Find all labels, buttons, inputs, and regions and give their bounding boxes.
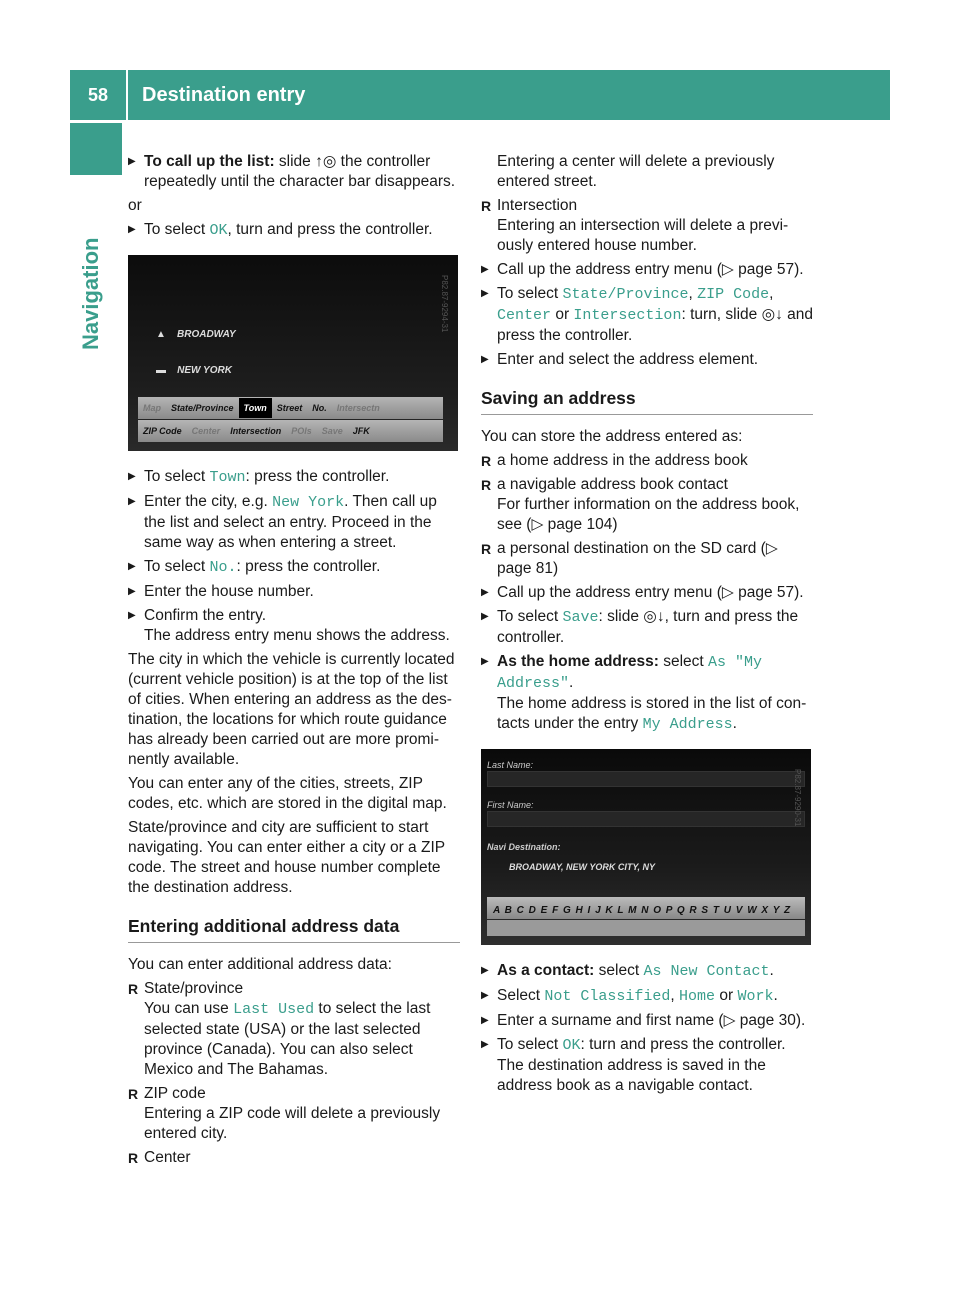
- list-item: ▲ BROADWAY: [156, 329, 236, 340]
- field-box: [487, 771, 805, 787]
- bullet-sd-card: R a personal destination on the SD card (▷ page 81): [481, 539, 813, 579]
- code-new-york: New York: [272, 494, 345, 511]
- step-text: , turn and press the controller.: [227, 221, 433, 238]
- bar-item: POIs: [291, 426, 312, 436]
- step-text: ,: [769, 285, 774, 302]
- step-text: .: [769, 962, 774, 979]
- paragraph: Entering a center will delete a previously entered street.: [497, 153, 775, 190]
- menu-bar-bottom: [138, 420, 443, 442]
- step-text: To select: [497, 1036, 563, 1053]
- bullet-text: to select the last selected state (USA) or the last selected province (Canada). You can also select Mexico and The Bahamas.: [144, 1000, 431, 1078]
- step-house-number: ▶ Enter the house number.: [128, 582, 460, 602]
- bullet-intersection: [481, 196, 813, 256]
- code-state: State/Province: [562, 286, 689, 303]
- or-text: or: [128, 197, 142, 214]
- step-select-save: [481, 607, 813, 648]
- step-text: To select: [144, 221, 210, 238]
- field-label: Navi Destination:: [487, 842, 561, 852]
- code-my-address: My Address: [642, 716, 733, 733]
- step-text: . Then call up the list and select an entry. Proceed in the same way as when entering a street.: [144, 493, 437, 551]
- bullet-title: State/province: [144, 980, 244, 997]
- step-text: To select: [497, 285, 563, 302]
- step-result: The home address is stored in the list of contacts under the entry: [497, 695, 807, 732]
- code-save: Save: [562, 609, 599, 626]
- page-number: 58: [87, 85, 109, 105]
- paragraph: The city in which the vehicle is currently located (current vehicle position) is at the top of the list of cities. When entering an address as the destination, the locations for which route guidance has already been carried out are more prominently available.: [128, 651, 455, 768]
- code-ok: OK: [209, 222, 228, 239]
- bullet-state: [128, 979, 460, 1080]
- field-box: [487, 811, 805, 827]
- step-select-ok: [128, 220, 460, 241]
- step-text: select: [594, 962, 644, 979]
- bar-item: State/Province: [171, 403, 234, 413]
- bullet-contact: [481, 475, 813, 535]
- side-section-label: [70, 180, 122, 500]
- image-code: P82.87-9294-31: [440, 275, 449, 333]
- code-ok: OK: [562, 1037, 581, 1054]
- bar-item: Street: [276, 403, 303, 413]
- bullet-title: ZIP code: [144, 1085, 206, 1102]
- left-column: [128, 152, 460, 1172]
- step-text: : press the controller.: [236, 558, 381, 575]
- step-text: To select: [144, 558, 210, 575]
- code-as-my-address: As "My Address": [497, 654, 763, 692]
- step-confirm: [128, 606, 460, 646]
- screenshot-town-list: [128, 255, 458, 451]
- code-center: Center: [497, 307, 552, 324]
- step-bold: As the home address:: [497, 653, 659, 670]
- code-as-new-contact: As New Contact: [643, 963, 770, 980]
- step-text: : turn, slide ◎↓ and press the controller.: [497, 306, 814, 344]
- page-title: Destination entry: [142, 84, 306, 106]
- bar-item: Intersectn: [336, 403, 380, 413]
- step-as-contact: [481, 961, 813, 982]
- step-result: The address entry menu shows the address.: [144, 627, 450, 644]
- step-text: : turn and press the controller.: [580, 1036, 786, 1053]
- character-bar-letters: A B C D E F G H I J K L M N O P Q R S T U V W X Y Z: [493, 905, 792, 916]
- bar-item: Center: [191, 426, 221, 436]
- list-item-text: BROADWAY: [177, 329, 236, 340]
- step-text: or: [551, 306, 574, 323]
- code-intersection: Intersection: [573, 307, 682, 324]
- step-bold: To call up the list:: [144, 153, 275, 170]
- step-classify: [481, 986, 813, 1007]
- paragraph: You can enter any of the cities, streets, ZIP codes, etc. which are stored in the digital map.: [128, 775, 447, 812]
- step-home-address: [481, 652, 813, 735]
- bar-item: Intersection: [230, 426, 282, 436]
- right-column: [481, 152, 813, 1100]
- menu-bar-top: [138, 397, 443, 419]
- code-town: Town: [209, 469, 246, 486]
- code-last-used: Last Used: [233, 1001, 315, 1018]
- step-text: slide ↑◎ the controller repeatedly until the character bar disappears.: [144, 153, 456, 190]
- step-select-town: [128, 467, 460, 488]
- code-home: Home: [679, 988, 716, 1005]
- step-text: To select: [144, 468, 210, 485]
- paragraph: You can enter additional address data:: [128, 956, 392, 973]
- bullet-text: For further information on the address book, see (▷ page 104): [497, 496, 800, 533]
- step-text: select: [658, 653, 709, 670]
- field-label: First Name:: [487, 800, 534, 810]
- step-address-menu: ▶ Call up the address entry menu (▷ page 57).: [481, 260, 813, 280]
- paragraph: You can store the address entered as:: [481, 428, 743, 445]
- bullet-text: Entering an intersection will delete a previously entered house number.: [497, 217, 789, 254]
- screenshot-contact-entry: [481, 749, 811, 945]
- bar-item: Save: [321, 426, 343, 436]
- code-zip: ZIP Code: [697, 286, 770, 303]
- section-heading: Saving an address: [481, 388, 813, 415]
- step-text: ,: [670, 987, 680, 1004]
- bar-item: Map: [143, 403, 161, 413]
- bullet-text: You can use: [144, 1000, 234, 1017]
- list-item-text: NEW YORK: [177, 365, 232, 376]
- destination-text: BROADWAY, NEW YORK CITY, NY: [509, 862, 656, 872]
- bar-item-selected: Town: [239, 398, 272, 418]
- step-text: : slide ◎↓, turn and press the controller.: [497, 608, 799, 646]
- step-result: .: [732, 715, 737, 732]
- step-result: The destination address is saved in the address book as a navigable contact.: [497, 1057, 766, 1094]
- side-tab-block: [70, 123, 122, 175]
- side-label-text: Navigation: [78, 237, 103, 350]
- step-address-menu: ▶ Call up the address entry menu (▷ page 57).: [481, 583, 813, 603]
- step-call-up-list: [128, 152, 460, 192]
- step-select-no: [128, 557, 460, 578]
- step-text: or: [715, 987, 738, 1004]
- paragraph: State/province and city are sufficient to start navigating. You can enter either a city or a ZIP code. The street and house number complete the destination address.: [128, 819, 445, 896]
- bar-item: ZIP Code: [143, 426, 182, 436]
- code-no: No.: [209, 559, 237, 576]
- header-divider: [126, 70, 128, 120]
- step-bold: As a contact:: [497, 962, 595, 979]
- bullet-home: R a home address in the address book: [481, 451, 813, 471]
- page-header: [70, 70, 890, 120]
- bullet-title: Intersection: [497, 197, 578, 214]
- step-enter-element: ▶ Enter and select the address element.: [481, 350, 813, 370]
- code-not-classified: Not Classified: [544, 988, 671, 1005]
- bullet-center: R Center: [128, 1148, 460, 1168]
- step-text: .: [569, 674, 574, 691]
- character-bar: [487, 897, 805, 919]
- bullet-title: a navigable address book contact: [497, 476, 728, 493]
- bullet-zip: [128, 1084, 460, 1144]
- list-item: ▬ NEW YORK: [156, 365, 232, 376]
- step-text: : press the controller.: [245, 468, 390, 485]
- code-work: Work: [737, 988, 774, 1005]
- step-text: ,: [688, 285, 698, 302]
- bullet-text: Entering a ZIP code will delete a previously entered city.: [144, 1105, 441, 1142]
- function-bar: [487, 920, 805, 936]
- step-enter-city: [128, 492, 460, 553]
- bar-item: JFK: [352, 426, 370, 436]
- step-text: Enter the city, e.g.: [144, 493, 273, 510]
- step-text: Confirm the entry.: [144, 607, 267, 624]
- image-code: P82.87-9290-31: [793, 769, 802, 827]
- step-select-ok-final: [481, 1035, 813, 1096]
- step-enter-names: ▶ Enter a surname and first name (▷ page 30).: [481, 1011, 813, 1031]
- step-select-element: [481, 284, 813, 346]
- section-heading: Entering additional address data: [128, 916, 460, 943]
- step-text: .: [773, 987, 778, 1004]
- step-text: To select: [497, 608, 563, 625]
- field-label: Last Name:: [487, 760, 534, 770]
- bar-item: No.: [312, 403, 327, 413]
- step-text: Select: [497, 987, 545, 1004]
